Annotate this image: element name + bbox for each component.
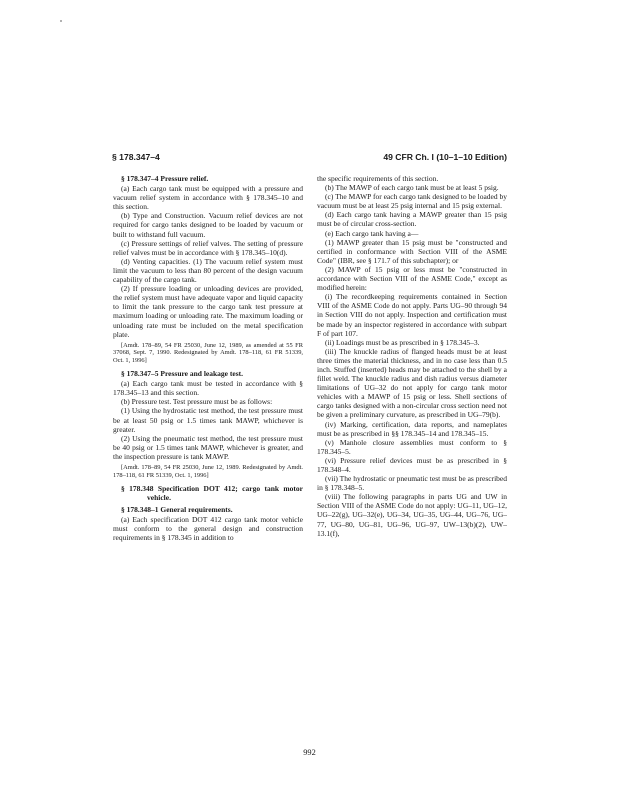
paragraph: (vi) Pressure relief devices must be as prescribed in § 178.348–4. [317,455,507,474]
paragraph: (c) Pressure settings of relief valves. The setting of pressure relief valves must be in accordance with § 178.345–10(d). [113,238,303,257]
section-reference: § 178.347–4 [112,152,160,162]
paragraph: (d) Each cargo tank having a MAWP greater than 15 psig must be of circular cross-section. [317,210,507,229]
source-note: [Amdt. 178–89, 54 FR 25030, June 12, 1989. Redesignated by Amdt. 178–118, 61 FR 51339, Oct. 1, 1996] [113,464,303,479]
scan-speck [60,20,62,22]
paragraph: (d) Venting capacities. (1) The vacuum relief system must limit the vacuum to less than 80 percent of the design vacuum capability of the cargo tank. [113,256,303,285]
paragraph: (iv) Marking, certification, data reports, and nameplates must be as prescribed in §§ 178.345–14 and 178.345–15. [317,419,507,438]
paragraph: (1) Using the hydrostatic test method, the test pressure must be at least 50 psig or 1.5 times tank MAWP, whichever is greater. [113,406,303,434]
source-title: 49 CFR Ch. I (10–1–10 Edition) [383,152,507,162]
paragraph: (a) Each cargo tank must be equipped with a pressure and vacuum relief system in accordance with § 178.345–10 and this section. [113,184,303,212]
paragraph: (2) MAWP of 15 psig or less must be "constructed in accordance with Section VIII of the ASME Code," except as modified herein: [317,264,507,293]
paragraph: (b) The MAWP of each cargo tank must be at least 5 psig. [325,183,499,193]
right-column [317,174,507,744]
paragraph: (ii) Loadings must be as prescribed in § 178.345–3. [325,337,480,347]
paragraph: (vii) The hydrostatic or pneumatic test must be as prescribed in § 178.348–5. [317,474,507,493]
paragraph: (b) Type and Construction. Vacuum relief devices are not required for cargo tanks designed to be loaded by vacuum or built to withstand full vacuum. [113,211,303,239]
paragraph: the specific requirements of this section. [317,174,439,183]
page-number: 992 [303,748,316,757]
paragraph: (1) MAWP greater than 15 psig must be "constructed and certified in conformance with Section VIII of the ASME Code" (IBR, see § 171.7 of this subchapter); or [317,237,507,265]
source-note: [Amdt. 178–89, 54 FR 25030, June 12, 1989, as amended at 55 FR 37068, Sept. 7, 1990. Redesignated by Amdt. 178–118, 61 FR 51339, Oct. 1, 1996] [113,341,303,365]
paragraph: (2) Using the pneumatic test method, the test pressure must be 40 psig or 1.5 times tank MAWP, whichever is greater, and the inspection pressure is tank MAWP. [113,433,303,461]
paragraph: (2) If pressure loading or unloading devices are provided, the relief system must have adequate vapor and liquid capacity to limit the tank pressure to the cargo tank test pressure at maximum loading or unloading rate. The maximum loading or unloading rate must be included on the metal specification plate. [113,284,303,339]
paragraph: (c) The MAWP for each cargo tank designed to be loaded by vacuum must be at least 25 psig internal and 15 psig external. [317,192,507,211]
section-heading: § 178.347–5 Pressure and leakage test. [121,369,244,379]
section-heading: § 178.348–1 General requirements. [121,504,233,514]
section-heading: § 178.347–4 Pressure relief. [121,174,209,183]
running-head [112,152,507,166]
paragraph: (b) Pressure test. Test pressure must be as follows: [121,397,273,407]
paragraph: (v) Manhole closure assemblies must conform to § 178.345–5. [317,437,507,456]
paragraph: (e) Each cargo tank having a— [325,228,419,238]
section-heading: § 178.348 Specification DOT 412; cargo tank motor vehicle. [121,483,303,502]
paragraph: (a) Each cargo tank must be tested in accordance with § 178.345–13 and this section. [113,379,303,398]
paragraph: (iii) The knuckle radius of flanged heads must be at least three times the material thickness, and in no case less than 0.5 inch. Stuffed (inserted) heads may be attached to the shell by a fillet weld. The knuckle radius and dish radius versus diameter limitations of UG–32 do not apply for cargo tank motor vehicles with a MAWP of 15 psig or less. Shell sections of cargo tanks designed with a non-circular cross section need not be given a preliminary curvature, as prescribed in UG–79(b). [317,346,507,420]
paragraph: (a) Each specification DOT 412 cargo tank motor vehicle must conform to the general design and construction requirements in § 178.345 in addition to [113,514,303,543]
paragraph: (viii) The following paragraphs in parts UG and UW in Section VIII of the ASME Code do not apply: UG–11, UG–12, UG–22(g), UG–32(e), UG–34, UG–35, UG–44, UG–76, UG–77, UG–80, UG–81, UG–96, UG–97, UW–13(b)(2), UW–13.1(f), [317,492,507,538]
paragraph: (i) The recordkeeping requirements contained in Section VIII of the ASME Code do not apply. Parts UG–90 through 94 in Section VIII do not apply. Inspection and certification must be made by an inspector registered in accordance with subpart F of part 107. [317,292,507,338]
left-column [113,174,303,744]
